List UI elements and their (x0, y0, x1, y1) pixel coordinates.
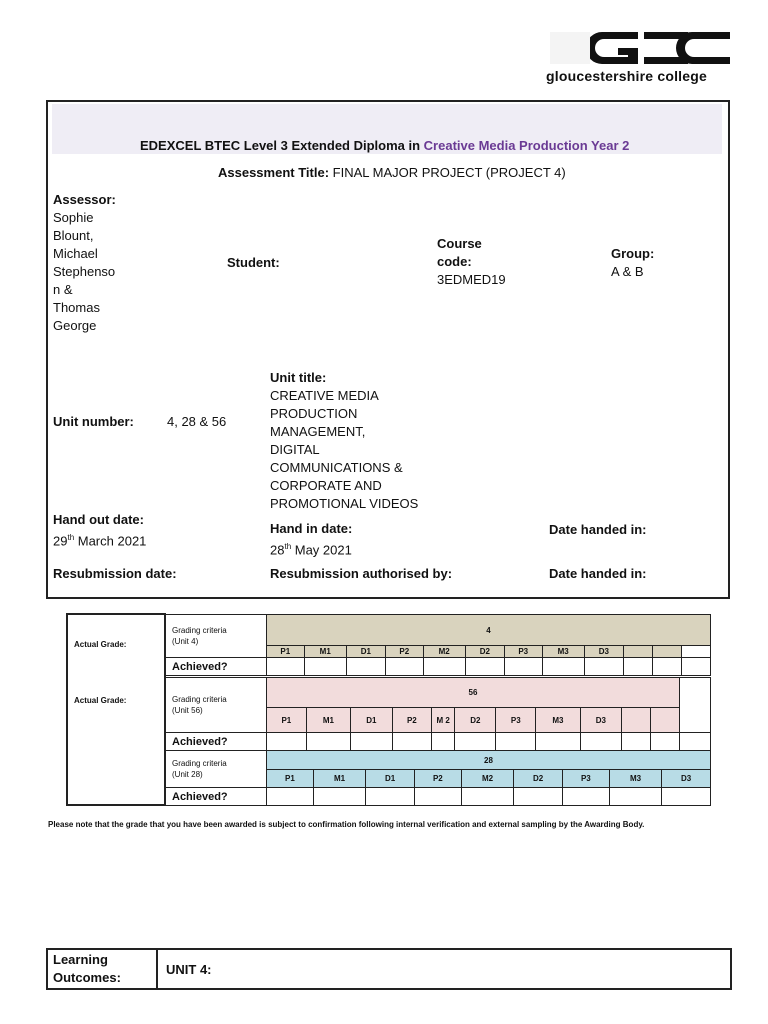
criterion-empty (680, 678, 711, 733)
unit-title (270, 369, 450, 513)
achieved-cell[interactable] (584, 658, 623, 676)
achieved-label: Achieved? (166, 788, 267, 806)
criterion: M1 (313, 770, 366, 788)
achieved-cell[interactable] (496, 733, 536, 751)
group-label: Group: (611, 246, 655, 261)
criteria-line: Grading criteria (172, 626, 227, 635)
assessor-line: Michael (53, 246, 98, 261)
criterion: M2 (423, 646, 465, 658)
hand-out-day: 29 (53, 533, 68, 549)
criterion: P1 (267, 770, 314, 788)
assessor-line: George (53, 318, 97, 333)
unit-title-label: Unit title: (270, 370, 327, 385)
hand-in-date (270, 520, 352, 559)
course-code (437, 235, 506, 289)
group-value: A & B (611, 264, 644, 279)
achieved-cell[interactable] (461, 788, 514, 806)
hand-out-date (53, 511, 146, 550)
course-title (140, 137, 629, 155)
achieved-cell[interactable] (346, 658, 385, 676)
date-handed-in-label: Date handed in: (549, 522, 647, 537)
achieved-cell[interactable] (622, 733, 651, 751)
gc-logo-mark (540, 26, 740, 68)
assessor-names (53, 209, 133, 335)
assessment-title-value: FINAL MAJOR PROJECT (PROJECT 4) (332, 165, 566, 180)
criterion: D3 (662, 770, 711, 788)
achieved-cell[interactable] (680, 733, 711, 751)
unit-number-label: Unit number: (53, 414, 134, 429)
criterion: P2 (392, 708, 432, 733)
criterion: P3 (504, 646, 542, 658)
unit-number-value: 4, 28 & 56 (167, 414, 227, 429)
unit-title-line: MANAGEMENT, (270, 424, 366, 439)
learning-outcomes-value: UNIT 4: (166, 962, 212, 977)
criteria-line: Grading criteria (172, 695, 227, 704)
assessor-line: Blount, (53, 228, 94, 243)
learning-outcomes-label-line: Learning (53, 952, 108, 967)
actual-grade-label: Actual Grade: (74, 696, 127, 705)
achieved-cell[interactable] (504, 658, 542, 676)
course-code-label: Course (437, 236, 482, 251)
hand-out-sup: th (67, 533, 75, 542)
achieved-label: Achieved? (166, 733, 267, 751)
criterion: P2 (414, 770, 461, 788)
actual-grade-label: Actual Grade: (74, 640, 127, 649)
course-code-label: code: (437, 254, 472, 269)
achieved-cell[interactable] (267, 733, 307, 751)
criterion: M1 (304, 646, 346, 658)
hand-in-day: 28 (270, 542, 285, 558)
criterion: P1 (267, 646, 305, 658)
college-name: gloucestershire college (546, 68, 707, 84)
criterion: P2 (385, 646, 423, 658)
criterion: M3 (609, 770, 662, 788)
unit4-criteria-label (166, 615, 267, 658)
achieved-cell[interactable] (304, 658, 346, 676)
achieved-cell[interactable] (385, 658, 423, 676)
criterion: D1 (346, 646, 385, 658)
achieved-cell[interactable] (351, 733, 392, 751)
criterion: D1 (366, 770, 415, 788)
unit-title-line: DIGITAL (270, 442, 320, 457)
criterion: P1 (267, 708, 307, 733)
assessor-line: Stephenso (53, 264, 116, 279)
unit-title-line: PRODUCTION (270, 406, 358, 421)
criterion: D3 (580, 708, 621, 733)
assessor-line: n & (53, 282, 73, 297)
course-name: Creative Media Production Year 2 (423, 138, 630, 153)
learning-outcomes-divider (156, 948, 158, 990)
criterion: M3 (542, 646, 584, 658)
achieved-cell[interactable] (267, 788, 314, 806)
achieved-cell[interactable] (313, 788, 366, 806)
hand-in-value (270, 538, 352, 559)
unit56-criteria-label (166, 678, 267, 733)
unit4-header: 4 (267, 615, 711, 646)
achieved-cell[interactable] (653, 658, 682, 676)
unit28-grading-table (165, 750, 711, 806)
achieved-cell[interactable] (267, 658, 305, 676)
college-logo (540, 26, 740, 88)
achieved-label: Achieved? (166, 658, 267, 676)
criterion-empty (624, 646, 653, 658)
unit56-header: 56 (267, 678, 680, 708)
criterion-empty (622, 708, 651, 733)
achieved-cell[interactable] (580, 733, 621, 751)
unit-title-line: PROMOTIONAL VIDEOS (270, 496, 419, 511)
unit4-grading-table (165, 614, 711, 676)
unit56-grading-table (165, 677, 711, 751)
hand-out-rest: March 2021 (74, 533, 147, 549)
criterion: D1 (351, 708, 392, 733)
assessment-title (218, 164, 566, 182)
group (611, 245, 654, 281)
assessor-label: Assessor: (53, 192, 116, 207)
hand-in-sup: th (284, 542, 292, 551)
hand-out-value (53, 529, 146, 550)
criteria-line: (Unit 4) (172, 637, 199, 646)
achieved-cell[interactable] (455, 733, 496, 751)
achieved-cell[interactable] (662, 788, 711, 806)
criterion-empty (682, 646, 711, 658)
achieved-cell[interactable] (306, 733, 351, 751)
criteria-line: (Unit 28) (172, 770, 203, 779)
grade-confirmation-note: Please note that the grade that you have been awarded is subject to confirmation following internal verification and external sampling by the Awarding Body. (48, 820, 645, 829)
unit28-header: 28 (267, 751, 711, 770)
achieved-cell[interactable] (465, 658, 504, 676)
criterion-empty (651, 708, 680, 733)
unit28-criteria-label (166, 751, 267, 788)
achieved-cell[interactable] (514, 788, 563, 806)
criterion: D3 (584, 646, 623, 658)
date-handed-in-label-2: Date handed in: (549, 566, 647, 581)
achieved-cell[interactable] (392, 733, 432, 751)
criterion: D2 (455, 708, 496, 733)
course-title-prefix: EDEXCEL BTEC Level 3 Extended Diploma in (140, 138, 424, 153)
criterion: P3 (496, 708, 536, 733)
criteria-line: (Unit 56) (172, 706, 203, 715)
hand-in-rest: May 2021 (291, 542, 352, 558)
student-label: Student: (227, 255, 280, 270)
achieved-cell[interactable] (624, 658, 653, 676)
criterion: P3 (562, 770, 609, 788)
criterion: D2 (514, 770, 563, 788)
achieved-cell[interactable] (414, 788, 461, 806)
criterion-empty (653, 646, 682, 658)
criterion: M1 (306, 708, 351, 733)
achieved-cell[interactable] (609, 788, 662, 806)
learning-outcomes-box (46, 948, 732, 990)
hand-out-label: Hand out date: (53, 512, 144, 527)
achieved-cell[interactable] (536, 733, 581, 751)
resubmission-authorised-label: Resubmission authorised by: (270, 566, 453, 581)
assessment-title-label: Assessment Title: (218, 165, 330, 180)
achieved-cell[interactable] (423, 658, 465, 676)
assessor-line: Thomas (53, 300, 100, 315)
achieved-cell[interactable] (542, 658, 584, 676)
unit-title-line: COMMUNICATIONS & (270, 460, 403, 475)
criterion: M2 (461, 770, 514, 788)
hand-in-label: Hand in date: (270, 521, 353, 536)
course-code-value: 3EDMED19 (437, 272, 506, 287)
achieved-cell[interactable] (366, 788, 415, 806)
achieved-cell[interactable] (562, 788, 609, 806)
achieved-cell[interactable] (651, 733, 680, 751)
unit-title-line: CREATIVE MEDIA (270, 388, 379, 403)
learning-outcomes-label (53, 951, 121, 987)
criterion: D2 (465, 646, 504, 658)
resubmission-date-label: Resubmission date: (53, 566, 177, 581)
criterion: M3 (536, 708, 581, 733)
assessor-line: Sophie (53, 210, 94, 225)
criteria-line: Grading criteria (172, 759, 227, 768)
unit-title-line: CORPORATE AND (270, 478, 382, 493)
achieved-cell[interactable] (432, 733, 455, 751)
learning-outcomes-label-line: Outcomes: (53, 970, 121, 985)
achieved-cell[interactable] (682, 658, 711, 676)
criterion: M 2 (432, 708, 455, 733)
